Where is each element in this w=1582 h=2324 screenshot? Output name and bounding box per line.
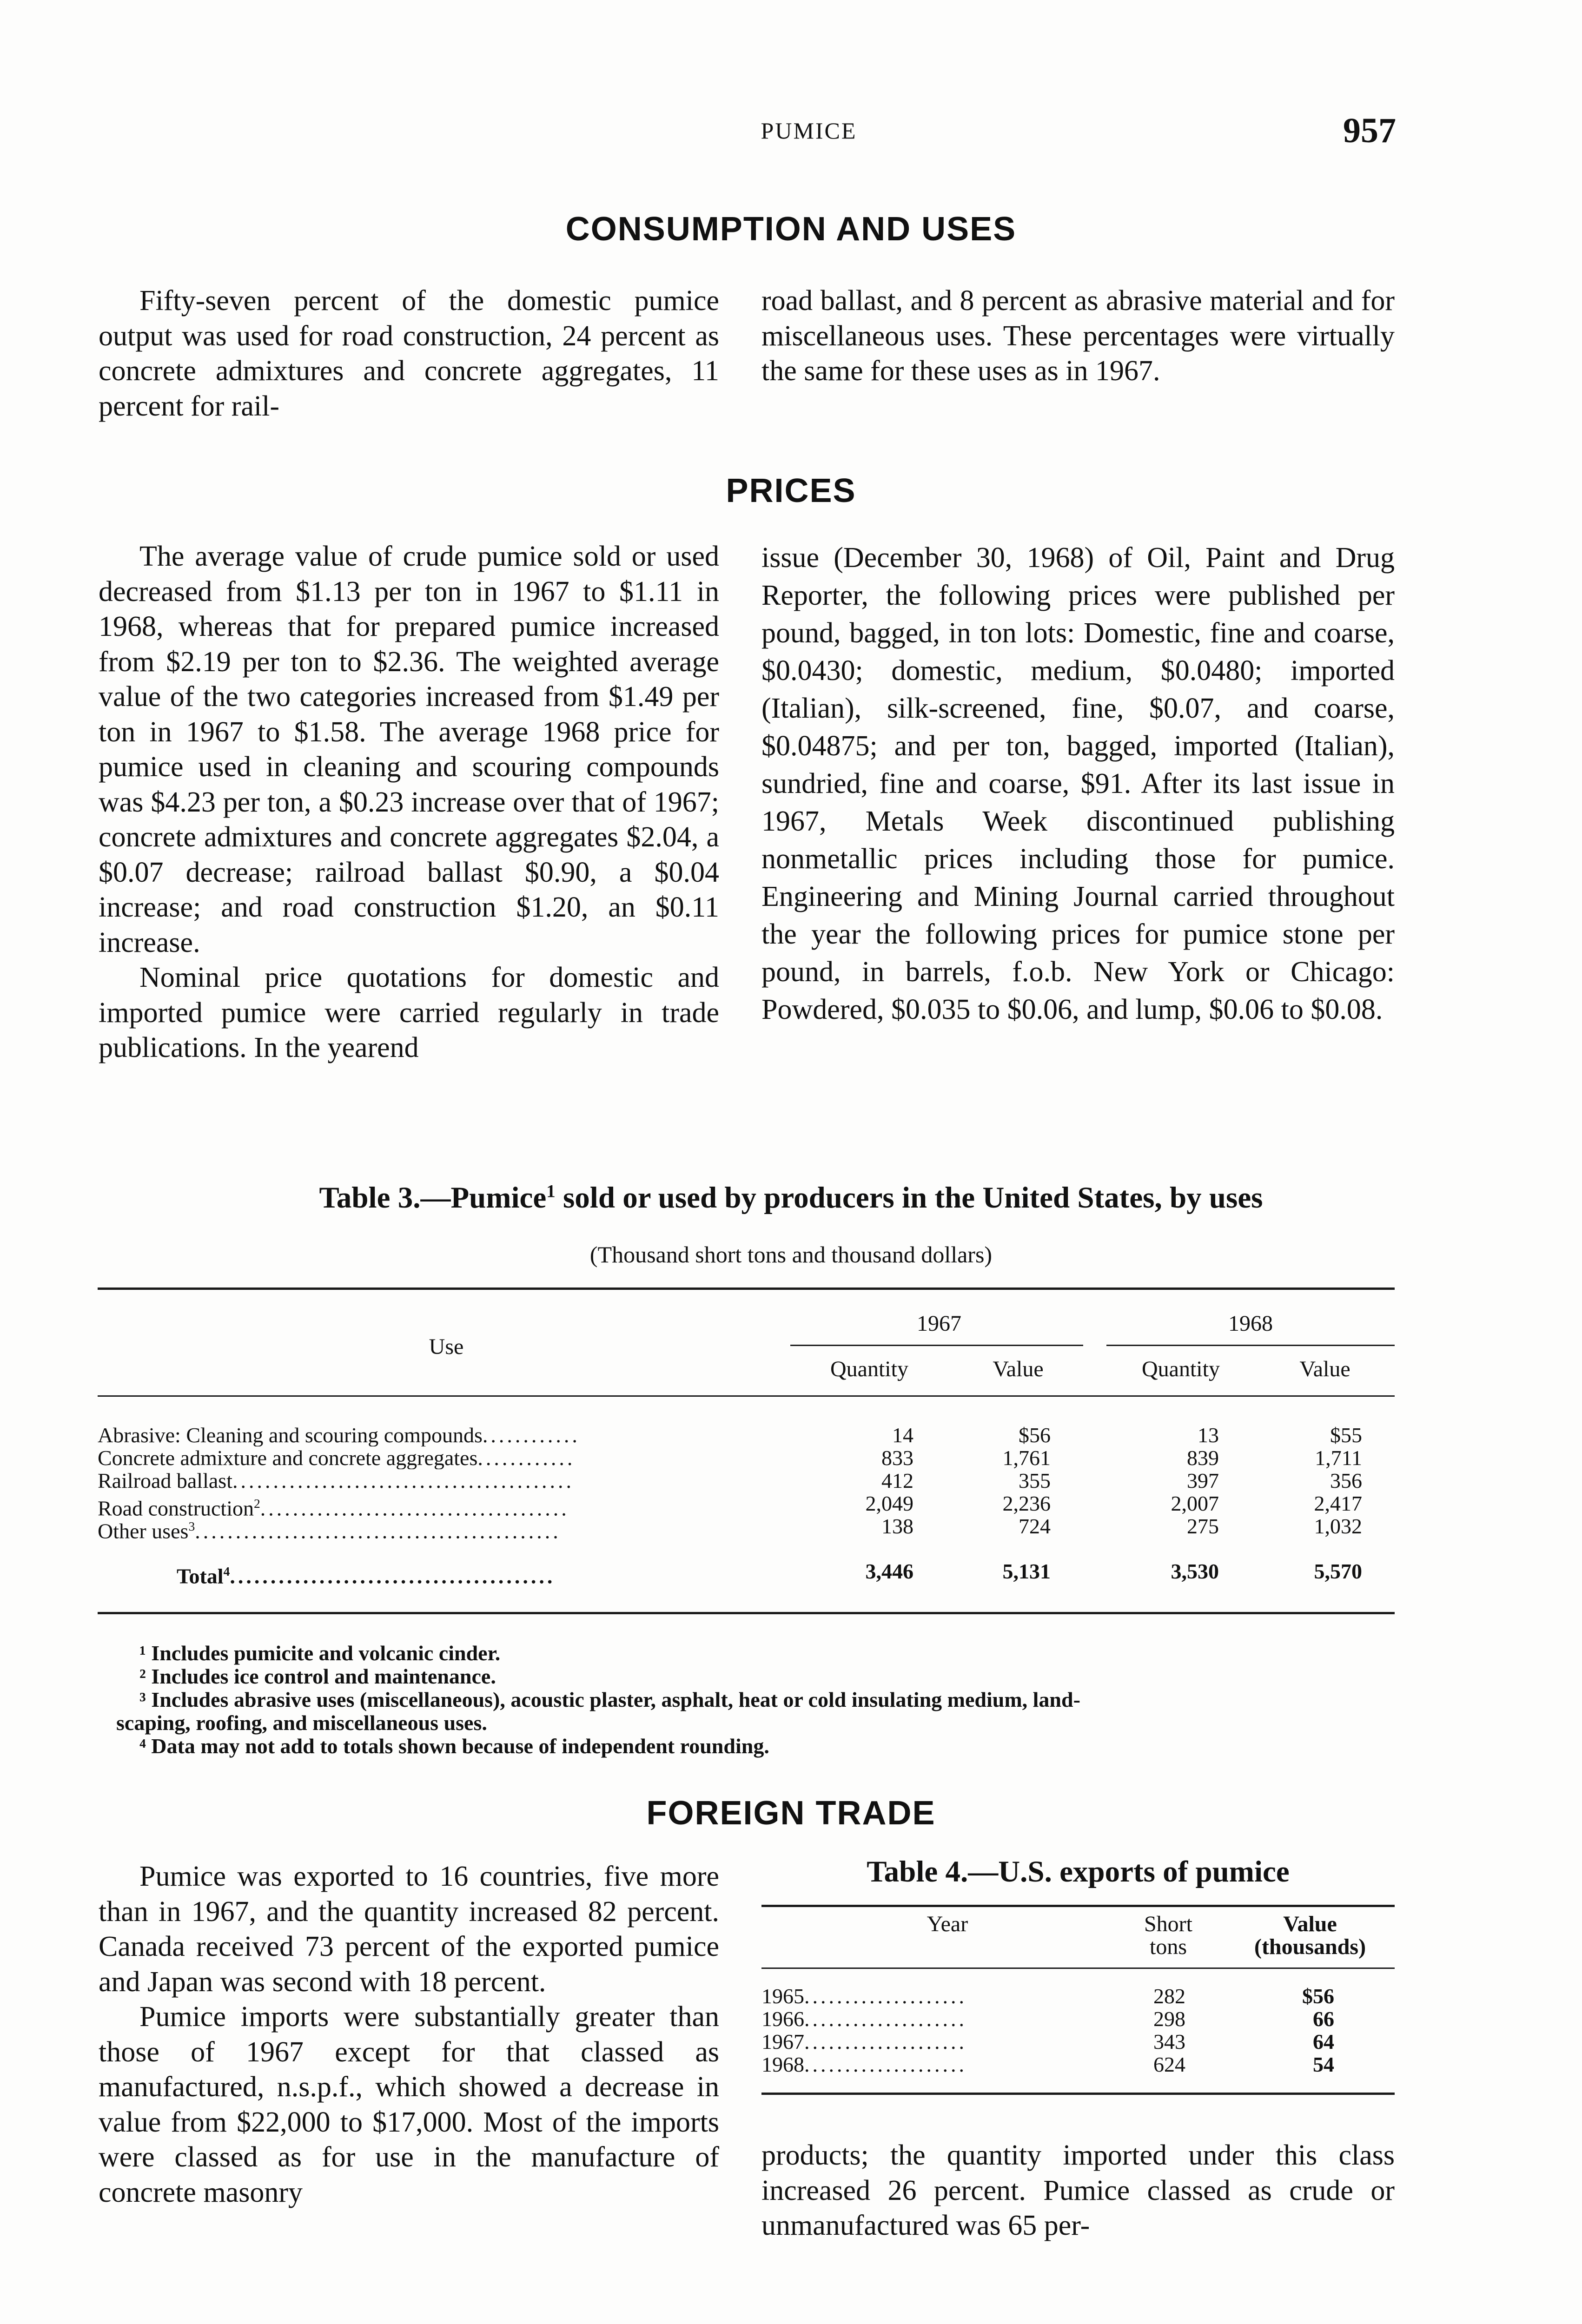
footnote-marker: 2 bbox=[254, 1496, 260, 1511]
table3-row-label-text: Abrasive: Cleaning and scouring compounds bbox=[98, 1424, 483, 1446]
prices-right-column bbox=[761, 539, 1395, 1029]
table4-col-value-b: (thousands) bbox=[1254, 1934, 1366, 1959]
table3-row-label-text: Concrete admixture and concrete aggregates bbox=[98, 1446, 478, 1469]
leader-dots: ...................................... bbox=[260, 1496, 569, 1520]
table3-cell: $56 bbox=[1019, 1423, 1051, 1447]
footnote-marker: 3 bbox=[188, 1519, 195, 1533]
table-row bbox=[98, 1446, 1395, 1469]
leader-dots: .................... bbox=[804, 2053, 967, 2076]
table3-row-label-text: Road construction bbox=[98, 1496, 254, 1520]
table-row bbox=[761, 1985, 1395, 2007]
consumption-left-column bbox=[99, 284, 719, 424]
table-row bbox=[761, 2007, 1395, 2030]
table4 bbox=[761, 1855, 1395, 2115]
table3-row-label bbox=[98, 1424, 795, 1446]
table4-title: Table 4.—U.S. exports of pumice bbox=[867, 1855, 1290, 1888]
table4-cell: 298 bbox=[1153, 2007, 1185, 2031]
consumption-right-column bbox=[761, 284, 1395, 389]
table4-cell: 64 bbox=[1313, 2030, 1334, 2053]
foreign-paragraph-2: Pumice imports were substantially greater than those of 1967 except for that classed as manufactured, n.s.p.f., which showed a decrease in value from $22,000 to $17,000. Most of the imports were classed as for use in the manufacture of concrete masonry bbox=[99, 2001, 719, 2208]
table4-year-text: 1967 bbox=[761, 2030, 804, 2053]
table3-subtitle: (Thousand short tons and thousand dollars) bbox=[589, 1241, 993, 1268]
leader-dots: ............ bbox=[477, 1446, 576, 1469]
table3-cell: 833 bbox=[881, 1446, 913, 1470]
leader-dots: .................... bbox=[804, 1984, 967, 2008]
table4-cell: 66 bbox=[1313, 2007, 1334, 2031]
table4-cell: 343 bbox=[1153, 2030, 1185, 2053]
foreign-paragraph-cont: products; the quantity imported under this class increased 26 percent. Pumice classed as crude or unmanufactured was 65 per- bbox=[761, 2139, 1395, 2241]
table3-cell: 3,446 bbox=[865, 1559, 913, 1583]
footnote-marker: 4 bbox=[223, 1564, 230, 1578]
table3-col-quantity-1968: Quantity bbox=[1142, 1357, 1220, 1381]
table4-col-year: Year bbox=[927, 1912, 968, 1936]
table3-cell: 1,711 bbox=[1315, 1446, 1362, 1470]
footnote: ⁴ Data may not add to totals shown because of independent rounding. bbox=[139, 1734, 769, 1758]
consumption-heading: CONSUMPTION AND USES bbox=[565, 211, 1017, 248]
table4-year-text: 1965 bbox=[761, 1984, 804, 2008]
table4-col-short-tons bbox=[1124, 1913, 1212, 1958]
leader-dots: .................... bbox=[804, 2030, 967, 2053]
table3-top-rule bbox=[98, 1287, 1395, 1290]
consumption-paragraph: Fifty-seven percent of the domestic pumice output was used for road construction, 24 percent as concrete admixtures and concrete aggregates, 11 percent for rail- bbox=[99, 285, 719, 422]
table3-cell: 2,236 bbox=[1002, 1492, 1051, 1515]
table3-cell: 5,570 bbox=[1314, 1559, 1362, 1583]
prices-paragraph-cont: issue (December 30, 1968) of Oil, Paint and Drug Reporter, the following prices were published per pound, bagged, in ton lots: Domestic, fine and coarse, $0.0430; domestic, medium, $0.0480; imported (Italian), silk-screened, fine, $0.07, and coarse, $0.04875; and per ton, bagged, imported (Italian), sundried, fine and coarse, $91. After its last issue in 1967, Metals Week discontinued publishing nonmetallic prices including those for pumice. Engineering and Mining Journal carried throughout the year the following prices for pumice stone per pound, in barrels, f.o.b. New York or Chicago: Powdered, $0.035 to $0.06, and lump, $0.06 to $0.08. bbox=[761, 542, 1395, 1025]
table4-col-short-a: Short bbox=[1144, 1912, 1192, 1936]
table4-col-value-a: Value bbox=[1283, 1912, 1337, 1936]
table4-row-year bbox=[761, 2053, 967, 2076]
leader-dots: .................... bbox=[804, 2007, 967, 2031]
table-row bbox=[98, 1424, 1395, 1446]
table3-cell: 13 bbox=[1198, 1423, 1219, 1447]
foreign-left-column bbox=[99, 1859, 719, 2210]
table3-cell: 138 bbox=[881, 1514, 913, 1538]
table3-col-use: Use bbox=[429, 1334, 464, 1359]
consumption-paragraph-cont: road ballast, and 8 percent as abrasive material and for miscellaneous uses. These percentages were virtually the same for these uses as in 1967. bbox=[761, 285, 1395, 387]
table-row bbox=[98, 1514, 1395, 1543]
table4-col-short-b: tons bbox=[1149, 1934, 1187, 1959]
prices-left-column bbox=[99, 539, 719, 1066]
table3-cell: 3,530 bbox=[1171, 1559, 1219, 1583]
table3-col-quantity-1967: Quantity bbox=[830, 1357, 908, 1381]
leader-dots: .......................................... bbox=[232, 1469, 574, 1492]
table4-cell: $56 bbox=[1302, 1984, 1334, 2008]
table3-cell: 2,049 bbox=[865, 1492, 913, 1515]
table4-row-year bbox=[761, 1985, 967, 2007]
prices-heading: PRICES bbox=[726, 472, 856, 509]
prices-paragraph-1: The average value of crude pumice sold or used decreased from $1.13 per ton in 1967 to $1.11 in 1968, whereas that for prepared pumice increased from $2.19 per ton to $2.36. The weighted average value of the two categories increased from $1.49 per ton in 1967 to $1.58. The average 1968 price for pumice used in cleaning and scouring compounds was $4.23 per ton, a $0.23 increase over that of 1967; concrete admixtures and concrete aggregates $2.04, a $0.07 decrease; railroad ballast $0.90, a $0.04 increase; and road construction $1.20, an $0.11 increase. bbox=[99, 541, 719, 958]
leader-dots: ............ bbox=[482, 1424, 580, 1446]
footnote: scaping, roofing, and miscellaneous uses. bbox=[116, 1711, 487, 1735]
table3-body bbox=[98, 1424, 1395, 1619]
table3-cell: 2,417 bbox=[1314, 1492, 1362, 1515]
table3-row-label bbox=[98, 1469, 795, 1492]
table4-top-rule bbox=[761, 1905, 1395, 1907]
table3-total-text: Total bbox=[177, 1564, 224, 1588]
table4-bottom-rule bbox=[761, 2093, 1395, 2095]
running-head: PUMICE bbox=[761, 118, 857, 144]
table3-cell: 355 bbox=[1019, 1469, 1051, 1492]
table4-cell: 282 bbox=[1153, 1984, 1185, 2008]
table3-cell: 412 bbox=[881, 1469, 913, 1492]
table3-col-value-1967: Value bbox=[993, 1357, 1044, 1381]
prices-paragraph-2: Nominal price quotations for domestic and imported pumice were carried regularly in trade publications. In the yearend bbox=[99, 962, 719, 1063]
table3-year-1968: 1968 bbox=[1228, 1311, 1273, 1336]
table3-row-label bbox=[98, 1515, 795, 1542]
table3-span-rule-1967 bbox=[790, 1345, 1083, 1346]
footnote: ¹ Includes pumicite and volcanic cinder. bbox=[139, 1641, 501, 1665]
leader-dots: ............................................. bbox=[195, 1519, 561, 1543]
table3-span-rule-1968 bbox=[1106, 1345, 1395, 1346]
table3-cell: 397 bbox=[1187, 1469, 1219, 1492]
table3-total-label bbox=[98, 1560, 874, 1587]
table-row bbox=[98, 1492, 1395, 1520]
table-row-total bbox=[98, 1559, 1395, 1588]
table4-row-year bbox=[761, 2030, 967, 2053]
foreign-trade-heading: FOREIGN TRADE bbox=[646, 1795, 936, 1832]
leader-dots: ........................................ bbox=[230, 1564, 556, 1588]
footnote: ³ Includes abrasive uses (miscellaneous), acoustic plaster, asphalt, heat or cold insulating medium, land- bbox=[139, 1688, 1080, 1711]
table4-header-rule bbox=[761, 1967, 1395, 1969]
foreign-right-column bbox=[761, 2138, 1395, 2244]
table-row bbox=[761, 2030, 1395, 2053]
page-number: 957 bbox=[1343, 111, 1396, 150]
table3-title bbox=[0, 1181, 1582, 1215]
table4-row-year bbox=[761, 2007, 967, 2030]
table3-cell: 1,032 bbox=[1314, 1514, 1362, 1538]
table3-header-rule bbox=[98, 1395, 1395, 1397]
table3-cell: 2,007 bbox=[1171, 1492, 1219, 1515]
table3-row-label-text: Other uses bbox=[98, 1519, 189, 1543]
table3-col-value-1968: Value bbox=[1299, 1357, 1350, 1381]
table3-title-sup: 1 bbox=[546, 1181, 556, 1202]
table4-year-text: 1966 bbox=[761, 2007, 804, 2031]
table4-year-text: 1968 bbox=[761, 2053, 804, 2076]
table3-cell: 5,131 bbox=[1002, 1559, 1051, 1583]
table4-col-value bbox=[1226, 1913, 1394, 1958]
table-row bbox=[761, 2053, 1395, 2076]
table-row bbox=[98, 1469, 1395, 1492]
table3-row-label-text: Railroad ballast bbox=[98, 1469, 232, 1492]
table3-cell: 275 bbox=[1187, 1514, 1219, 1538]
table3-row-label bbox=[98, 1446, 795, 1469]
table4-cell: 54 bbox=[1313, 2053, 1334, 2076]
table3-cell: 724 bbox=[1019, 1514, 1051, 1538]
table3-title-a: Table 3.—Pumice bbox=[319, 1181, 547, 1215]
table3-cell: $55 bbox=[1330, 1423, 1362, 1447]
table3-cell: 839 bbox=[1187, 1446, 1219, 1470]
table3-year-1967: 1967 bbox=[917, 1311, 961, 1336]
table4-cell: 624 bbox=[1153, 2053, 1185, 2076]
table3-title-b: sold or used by producers in the United States, by uses bbox=[555, 1181, 1263, 1215]
foreign-paragraph-1: Pumice was exported to 16 countries, five more than in 1967, and the quantity increased 82 percent. Canada received 73 percent of the exported pumice and Japan was second with 18 percent. bbox=[99, 1861, 719, 1998]
table3-footnotes bbox=[116, 1642, 1395, 1758]
table3-cell: 356 bbox=[1330, 1469, 1362, 1492]
table3-cell: 1,761 bbox=[1002, 1446, 1051, 1470]
footnote: ² Includes ice control and maintenance. bbox=[139, 1664, 496, 1688]
table3-cell: 14 bbox=[892, 1423, 913, 1447]
table3-bottom-rule bbox=[98, 1612, 1395, 1614]
